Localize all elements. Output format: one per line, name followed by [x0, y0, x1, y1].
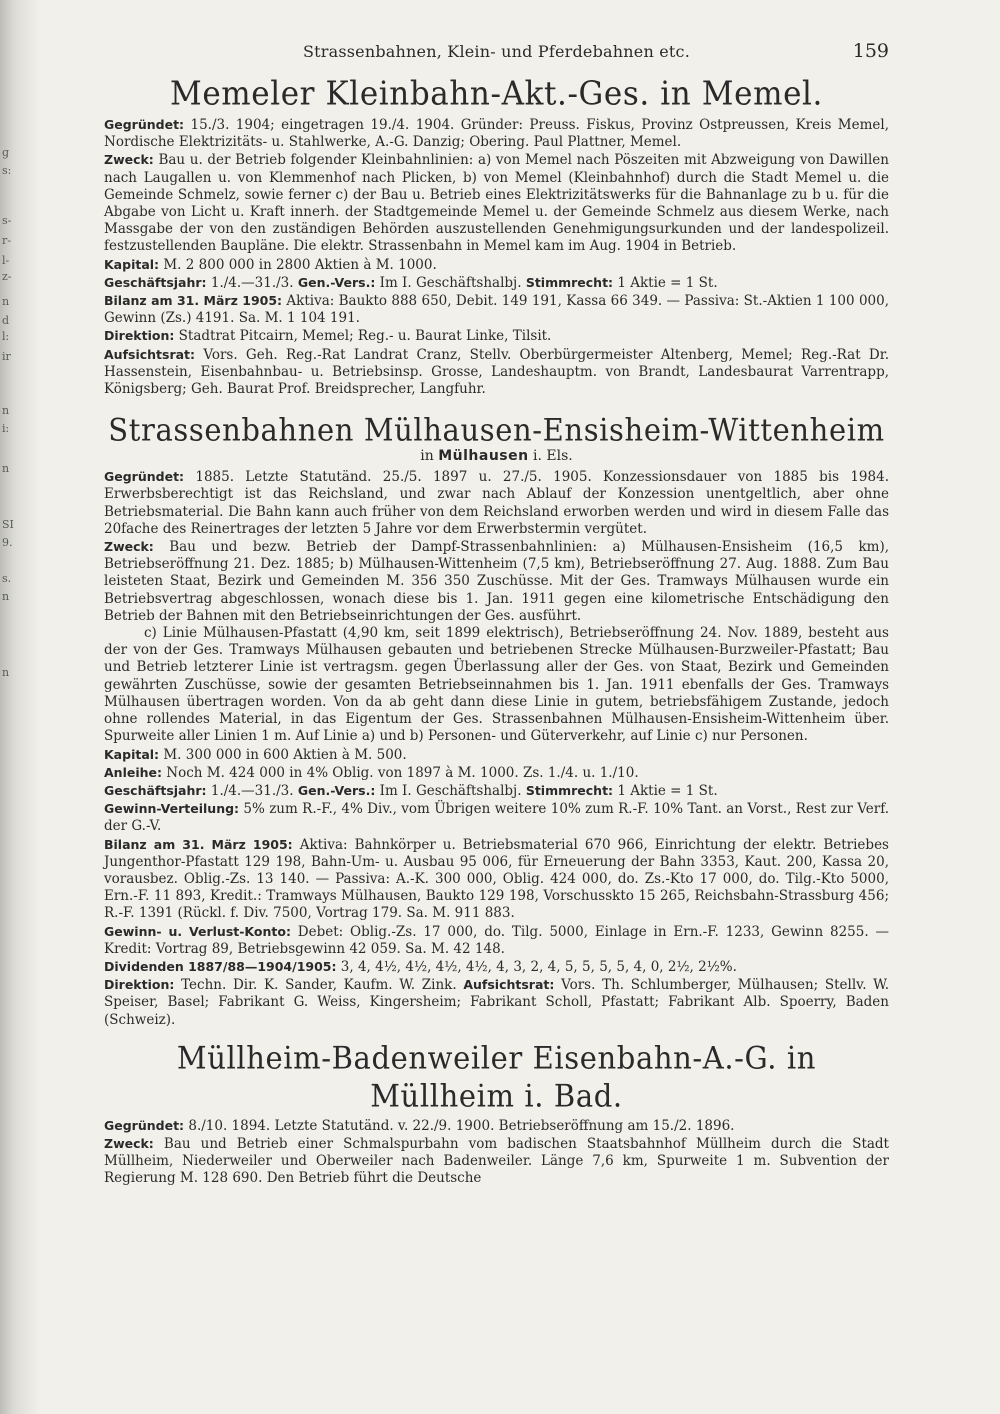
location-suffix: i. Els. [528, 448, 573, 465]
field-text: Stadtrat Pitcairn, Memel; Reg.- u. Baurat Linke, Tilsit. [174, 328, 552, 345]
field-text: Noch M. 424 000 in 4% Oblig. von 1897 à M. 1000. Zs. 1./4. u. 1./10. [162, 764, 639, 781]
field-label: Bilanz am 31. März 1905: [104, 836, 293, 852]
field-label: Aufsichtsrat: [104, 346, 196, 362]
margin-glyph: l: [2, 330, 10, 343]
field-label: Gegründet: [104, 117, 185, 132]
margin-glyph: d [2, 314, 10, 327]
field-text: Bau u. der Betrieb folgender Kleinbahnlinien: a) von Memel nach Pöszeiten mit Abzweigung von Dawillen nach Laugallen u. von Klemmenhof nach Plicken, b) von Memel (Kleinbahnhof) durch die Stadt Memel u. die Gemeinde Schmelz, sowie ferner c) der Bau u. Betrieb eines Elektrizitätswerks für die Bahnanlage zu b u. für die Abgabe von Licht u. Kraft innerh. der Stadtgemeinde Memel u. der Gemeinde Schmelz aus diesem Werke, nach Massgabe der von den zuständigen Behörden auszustellenden Genehmigungsurkunden und der landespolizeil. festzustellenden Baupläne. Die elektr. Strassenbahn in Memel kam im Aug. 1904 in Betrieb. [104, 152, 889, 255]
entry-loan [104, 764, 889, 782]
field-label: Anleihe: [104, 764, 162, 780]
margin-glyph: g [2, 146, 10, 159]
field-text: 3, 4, 4½, 4½, 4½, 4½, 4, 3, 2, 4, 5, 5, 5, 5, 4, 0, 2½, 2½%. [336, 958, 737, 975]
margin-glyph: l- [2, 254, 10, 267]
field-label: Gegründet: [104, 1117, 185, 1133]
field-label: Aufsichtsrat: [463, 977, 555, 993]
entry-purpose [104, 151, 889, 255]
field-label: Zweck: [104, 152, 154, 168]
entry-fiscal [104, 782, 889, 800]
section-title: Memeler Kleinbahn-Akt.-Ges. in Memel. [169, 75, 823, 113]
field-label: Stimmrecht: [525, 274, 614, 290]
field-label: Kapital: [104, 256, 160, 272]
running-head-title: Strassenbahnen, Klein- und Pferdebahnen etc. [302, 42, 690, 61]
field-text: Debet: Oblig.-Zs. 17 000, do. Tilg. 5000, Einlage in Ern.-F. 1233, Gewinn 8255. — Kredit: Vortrag 89, Betriebsgewinn 42 059. Sa. M. 42 148. [104, 923, 889, 957]
field-label: Geschäftsjahr: [104, 782, 207, 798]
entry-balance [104, 836, 889, 923]
page-number: 159 [852, 40, 889, 62]
section-title: Müllheim-Badenweiler Eisenbahn-A.-G. in Müllheim i. Bad. [176, 1040, 817, 1114]
margin-glyph: s: [2, 164, 12, 177]
field-label: Kapital: [104, 746, 160, 762]
field-text: 1 Aktie = 1 St. [613, 274, 718, 291]
entry-board [104, 327, 889, 345]
margin-glyph: SI [2, 518, 14, 531]
margin-glyph: 9. [2, 536, 13, 549]
page-body [104, 36, 889, 1188]
field-label: Gegründet: [104, 469, 185, 485]
entry-purpose [104, 538, 889, 625]
entry-capital [104, 746, 889, 764]
field-label: Stimmrecht: [525, 782, 614, 798]
field-text: Techn. Dir. K. Sander, Kaufm. W. Zink. [174, 977, 464, 994]
entry-purpose-continued: c) Linie Mülhausen-Pfastatt (4,90 km, seit 1899 elektrisch), Betriebseröffnung 24. Nov. 1889, besteht aus der von der Ges. Tramways Mülhausen gebauten und betriebenen Strecke Mülhausen-Burzweiler-Pfastatt; Bau und Betrieb letzterer Linie ist vertragsm. gegen Überlassung aller der Ges. von Staat, Bezirk und Gemeinden gewährten Zuschüsse, sowie der gesamten Betriebseinnahmen bis 1. Jan. 1911 ebenfalls der Ges. Tramways Mülhausen übertragen worden. Von da ab geht dann diese Linie in gutem, betriebsfähigem Zustande, jedoch ohne rollendes Material, in das Eigentum der Ges. Strassenbahnen Mülhausen-Ensisheim-Wittenheim über. Spurweite aller Linien 1 m. Auf Linie a) und b) Personen- und Güterverkehr, auf Linie c) nur Personen. [104, 625, 889, 745]
margin-glyph: n [2, 590, 10, 603]
field-text: Aktiva: Bahnkörper u. Betriebsmaterial 670 966, Einrichtung der elektr. Betriebes Jungenthor-Pfastatt 129 198, Bahn-Um- u. Ausbau 95 006, für Erneuerung der Bahn 3353, Kaut. 200, Kassa 20, vorausbez. Oblig.-Zs. 13 140. — Passiva: A.-K. 300 000, Oblig. 424 000, do. Zs.-Kto 17 000, do. Tilg.-Kto 5000, Ern.-F. 11 893, Kredit.: Tramways Mülhausen, Baukto 129 198, Vorschusskto 15 265, Reichsbahn-Strassburg 456; R.-F. 1391 (Rückl. f. Div. 7500, Vortrag 179. Sa. M. 911 883. [104, 836, 889, 922]
entry-purpose [104, 1135, 889, 1188]
entry-profit-loss [104, 923, 889, 958]
field-label: Geschäftsjahr: [104, 274, 207, 290]
margin-glyph: r- [2, 234, 11, 247]
margin-glyph: n [2, 404, 10, 417]
field-text: 15./3. 1904; eingetragen 19./4. 1904. Gründer: Preuss. Fiskus, Provinz Ostpreussen, Kreis Memel, Nordische Elektrizitäts- u. Stahlwerke, A.-G. Danzig; Obering. Paul Plattner, Memel. [104, 117, 889, 151]
margin-glyph: s. [2, 572, 12, 585]
field-text: 1885. Letzte Statutänd. 25./5. 1897 u. 27./5. 1905. Konzessionsdauer von 1885 bis 1984. Erwerbsberechtigt ist das Reichsland, und zwar nach Ablauf der Konzession unentgeltlich, aber ohne Betriebsmaterial. Die Bahn kann auch früher von dem Reichsland erworben werden und wird in diesem Falle das 20fache des Reinertrages der letzten 5 Jahre vor dem Erwerbstermin vergütet. [104, 469, 889, 537]
margin-glyph: i: [2, 422, 10, 435]
field-label: Gewinn- u. Verlust-Konto: [104, 923, 291, 939]
entry-fiscal [104, 274, 889, 292]
field-label: Direktion: [104, 328, 175, 344]
running-head [104, 36, 889, 70]
entry-balance [104, 292, 889, 327]
field-text: 1./4.—31./3. [206, 782, 298, 799]
margin-glyph: n [2, 462, 10, 475]
field-text: Bau und Betrieb einer Schmalspurbahn vom badischen Staatsbahnhof Müllheim durch die Stadt Müllheim, Niederweiler und Oberweiler nach Badenweiler. Länge 7,6 km, Spurweite 1 m. Subvention der Regierung M. 128 690. Den Betrieb führt die Deutsche [104, 1135, 889, 1187]
field-text: Im I. Geschäftshalbj. [375, 782, 526, 799]
entry-founded [104, 116, 889, 151]
field-text: 5% zum R.-F., 4% Div., vom Übrigen weitere 10% zum R.-F. 10% Tant. an Vorst., Rest zur Verf. der G.-V. [104, 801, 889, 835]
entry-profit-distribution [104, 800, 889, 835]
field-text: Aktiva: Baukto 888 650, Debit. 149 191, Kassa 66 349. — Passiva: St.-Aktien 1 100 000, Gewinn (Zs.) 4191. Sa. M. 1 104 191. [104, 293, 889, 327]
company-entry-muellheim [104, 1041, 889, 1188]
field-label: Gen.-Vers.: [297, 274, 376, 290]
field-text: Vors. Geh. Reg.-Rat Landrat Cranz, Stellv. Oberbürgermeister Altenberg, Memel; Reg.-Rat Dr. Hassenstein, Eisenbahnbau- u. Betriebsinsp. Grosse, Landeshauptm. von Brandt, Landesbaurat Varrentrapp, Königsberg; Geh. Baurat Prof. Breidsprecher, Langfuhr. [104, 346, 889, 398]
field-text: 1./4.—31./3. [206, 274, 298, 291]
margin-glyph: n [2, 295, 10, 308]
field-label: Bilanz am 31. März 1905: [104, 293, 283, 309]
company-entry-memel [104, 76, 889, 398]
entry-founded [104, 468, 889, 538]
field-label: Direktion: [104, 977, 175, 993]
margin-glyph: s- [2, 214, 12, 227]
field-text: M. 300 000 in 600 Aktien à M. 500. [159, 746, 407, 763]
margin-glyph: z- [2, 270, 12, 283]
company-entry-muelhausen [104, 412, 889, 1029]
field-label: Zweck: [104, 1135, 154, 1151]
field-label: Zweck: [104, 539, 154, 555]
entry-board [104, 976, 889, 1029]
field-label: Gewinn-Verteilung: [104, 801, 240, 817]
field-text: 1 Aktie = 1 St. [613, 782, 718, 799]
field-text: Bau und bezw. Betrieb der Dampf-Strassenbahnlinien: a) Mülhausen-Ensisheim (16,5 km), Betriebseröffnung 21. Dez. 1885; b) Mülhausen-Wittenheim (7,5 km), Betriebseröffnung 27. Aug. 1888. Zum Bau leisteten Staat, Bezirk und Gemeinden M. 356 350 Zuschüsse. Mit der Ges. Tramways Mülhausen wurde ein Betriebsvertrag abgeschlossen, wonach diese bis 1. Jan. 1911 gegen eine kilometrische Entschädigung den Betrieb der Bahnen mit den Betriebseinrichtungen der Ges. ausführt. [104, 539, 889, 624]
entry-dividends [104, 958, 889, 976]
margin-glyph: ir [2, 350, 11, 363]
section-title: Strassenbahnen Mülhausen-Ensisheim-Wittenheim [108, 412, 885, 449]
location-prefix: in [420, 448, 439, 465]
field-text: M. 2 800 000 in 2800 Aktien à M. 1000. [159, 256, 437, 273]
location-city: Mülhausen [438, 448, 529, 465]
section-location [104, 448, 889, 464]
book-spine-shadow [0, 0, 40, 1414]
field-text: 8./10. 1894. Letzte Statutänd. v. 22./9. 1900. Betriebseröffnung am 15./2. 1896. [184, 1117, 735, 1134]
margin-glyph: n [2, 666, 10, 679]
entry-founded [104, 1117, 889, 1135]
field-label: Gen.-Vers.: [297, 782, 376, 798]
field-text: Im I. Geschäftshalbj. [375, 274, 526, 291]
entry-capital [104, 256, 889, 274]
field-text: Vors. Th. Schlumberger, Mülhausen; Stellv. W. Speiser, Basel; Fabrikant G. Weiss, Kingersheim; Fabrikant Scholl, Pfastatt; Fabrikant Alb. Spoerry, Baden (Schweiz). [104, 977, 889, 1028]
field-label: Dividenden 1887/88—1904/1905: [104, 958, 337, 974]
entry-supervisory [104, 346, 889, 399]
